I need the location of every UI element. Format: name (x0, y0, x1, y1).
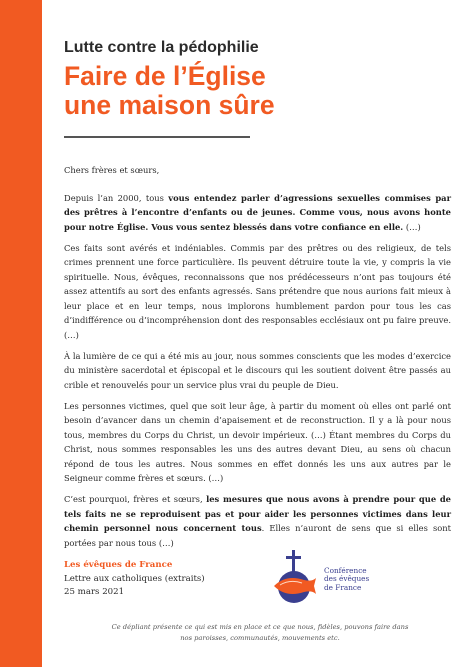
paragraph-5 (64, 492, 451, 550)
signature-source: Lettre aux catholiques (extraits) (64, 573, 205, 584)
paragraph-5-outro: . Elles n’auront de sens que si elles sont portées par nous tous (…) (64, 523, 451, 548)
signature-author: Les évêques de France (64, 560, 173, 570)
paragraph-3: À la lumière de ce qui a été mis au jour, nous sommes conscients que les modes d’exercice du ministère sacerdotal et épiscopal et le discours qui les soutient doivent être passés au crible et renouvelés pour un service plus vrai du peuple de Dieu. (64, 350, 451, 390)
paragraph-1-intro: Depuis l’an 2000, tous (64, 192, 169, 203)
title-divider (64, 136, 250, 138)
paragraph-5-emphasis: les mesures que nous avons à prendre pour que de tels faits ne se reproduisent pas et pour aider les personnes victimes dans leur chemin personnel nous concernent tous (64, 494, 451, 533)
page-title (64, 62, 454, 120)
logo-wordmark (324, 567, 444, 592)
logo-line-2: des évêques (324, 574, 370, 584)
paragraph-5-intro: C’est pourquoi, frères et sœurs, (64, 494, 207, 504)
paragraph-1-ellipsis: (…) (403, 221, 421, 232)
footer-line-2: nos paroisses, communautés, mouvements etc. (180, 634, 340, 642)
signature-block (64, 559, 284, 600)
cross-fish-logo-icon (270, 548, 320, 604)
kicker-heading: Lutte contre la pédophilie (64, 39, 259, 56)
paragraph-1-emphasis: vous entendez parler d’agressions sexuelles commises par des prêtres à l’encontre d’enfants ou de jeunes. Comme vous, nous avons honte pour notre Église. Vous vous sentez blessés dans votre confiance en elle. (64, 192, 451, 232)
footer-line-1: Ce dépliant présente ce qui est mis en place et ce que nous, fidèles, pouvons faire dans (111, 623, 409, 631)
signature-date: 25 mars 2021 (64, 587, 125, 597)
paragraph-4: Les personnes victimes, quel que soit leur âge, à partir du moment où elles ont parlé ont besoin d’avancer dans un chemin d’apaisement et de reconstruction. Il y a là pour nous tous, membres du Corps du Christ, un devoir impérieux. (…) Étant membres du Corps du Christ, nous sommes responsables les uns des autres devant Dieu, au sens où chacun répond de tous les autres. Nous sommes en effet donnés les uns aux autres par le Seigneur comme frères et sœurs. (…) (64, 400, 451, 483)
title-line-2: une maison sûre (64, 90, 275, 120)
cef-logo (270, 548, 470, 608)
orange-side-bar (0, 0, 42, 667)
footer-note (70, 622, 450, 644)
salutation: Chers frères et sœurs, (64, 165, 160, 175)
paragraph-1 (64, 191, 451, 235)
title-line-1: Faire de l’Église (64, 61, 266, 91)
logo-line-3: de France (324, 582, 362, 592)
logo-line-1: Conférence (324, 566, 367, 575)
letter-body (64, 163, 451, 557)
paragraph-2: Ces faits sont avérés et indéniables. Commis par des prêtres ou des religieux, de tels crimes prennent une force particulière. Ils peuvent détruire toute la vie, y compris la vie spirituelle. Nous, évêques, reconnaissons que nos prédécesseurs n’ont pas toujours été assez attentifs au sort des enfants agressés. Sans prétendre que nous aurions fait mieux à leur place et en leur temps, nous implorons humblement pardon pour tous les cas d’indifférence ou d’incompréhension dont des responsables ecclésiaux ont pu faire preuve. (…) (64, 242, 451, 340)
